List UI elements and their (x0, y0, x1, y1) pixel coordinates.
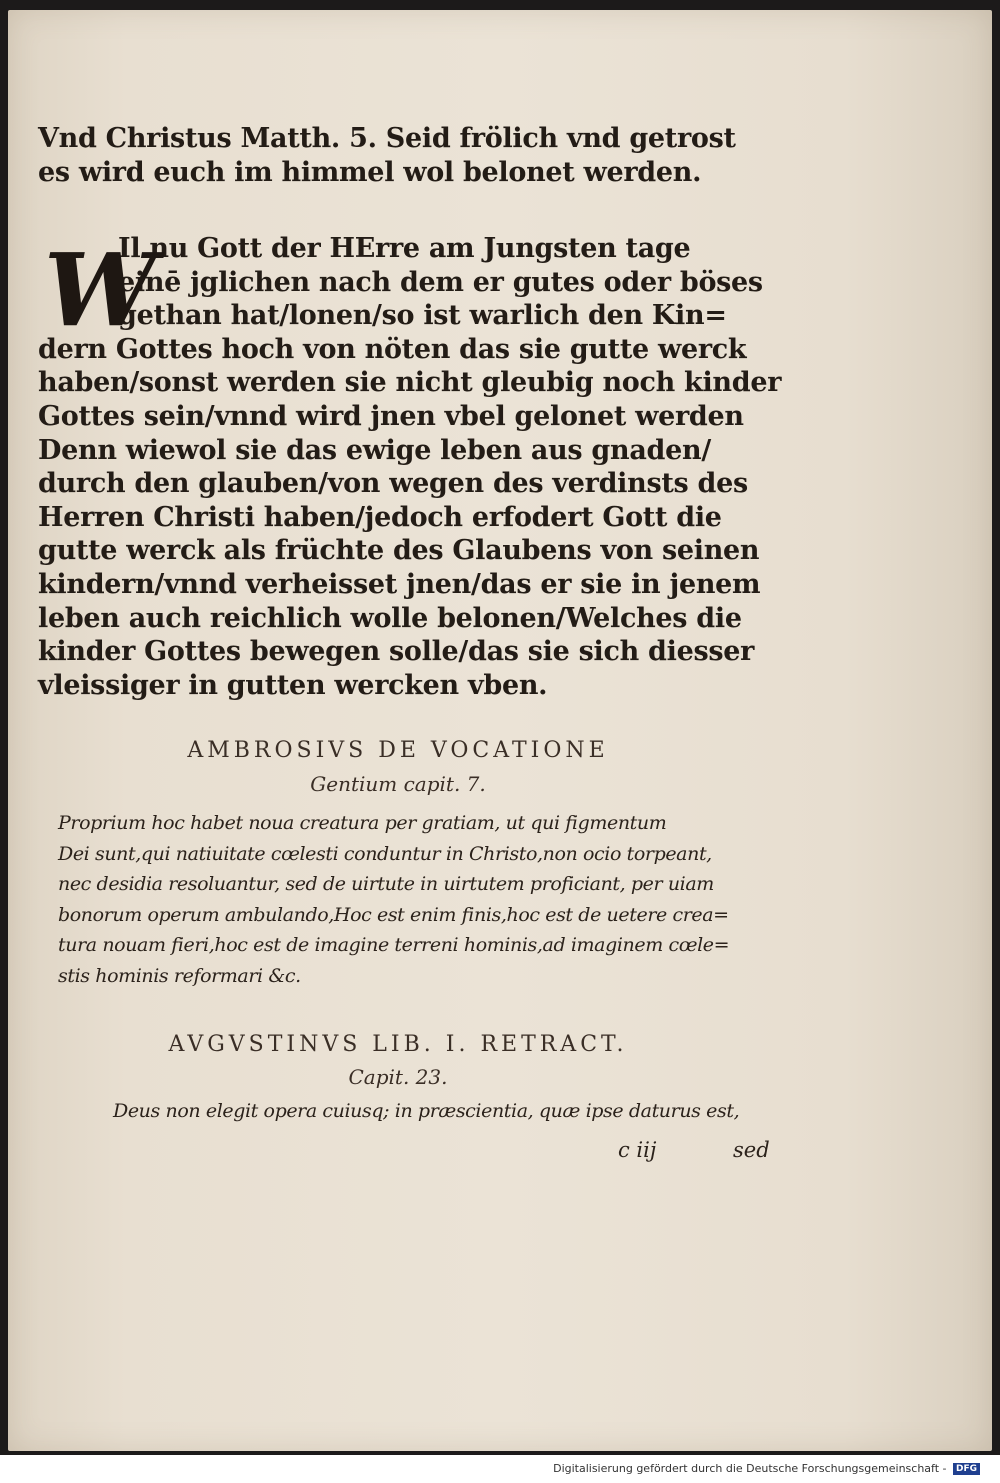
credit-text: Digitalisierung gefördert durch die Deutsche Forschungsgemeinschaft - (553, 1462, 947, 1475)
text-line: Vnd Christus Matth. 5. Seid frölich vnd getrost (38, 123, 736, 154)
quote-line: Deus non elegit opera cuiusq; in præscientia, quæ ipse daturus est, (113, 1100, 740, 1122)
ambrosius-heading: AMBROSIVS DE VOCATIONE (187, 738, 609, 763)
text-line: einē jglichen nach dem er gutes oder böses (118, 266, 763, 298)
quote-line: Dei sunt,qui natiuitate cœlesti conduntur in Christo,non ocio torpeant, (58, 842, 712, 865)
text-line: vleissiger in gutten wercken vben. (38, 669, 548, 701)
text-line: dern Gottes hoch von nöten das sie gutte werck (38, 333, 747, 365)
quote-line: nec desidia resoluantur, sed de uirtute in uirtutem proficiant, per uiam (58, 873, 714, 895)
text-line: Herren Christi haben/jedoch erfodert Gott die (38, 501, 722, 533)
text-line: es wird euch im himmel wol belonet werden. (38, 156, 702, 188)
text-line: gutte werck als früchte des Glaubens von seinen (38, 535, 760, 567)
dfg-logo: DFG (953, 1463, 980, 1475)
digitization-credit (553, 1462, 980, 1475)
catchword: sed (733, 1138, 770, 1162)
text-line: Gottes sein/vnnd wird jnen vbel gelonet werden (38, 400, 744, 432)
quote-line: Proprium hoc habet noua creatura per gratiam, ut qui figmentum (58, 812, 667, 834)
quote-line: bonorum operum ambulando,Hoc est enim finis,hoc est de uetere crea= (58, 903, 729, 926)
book-page (8, 10, 992, 1451)
augustinus-heading: AVGVSTINVS LIB. I. RETRACT. (168, 1032, 628, 1057)
text-line: durch den glauben/von wegen des verdinsts des (38, 468, 748, 500)
ambrosius-subheading: Gentium capit. 7. (310, 772, 486, 796)
intro-paragraph (38, 122, 766, 189)
text-line: gethan hat/lonen/so ist warlich den Kin= (118, 300, 727, 332)
ambrosius-quote (58, 808, 778, 991)
decorated-initial: W (44, 231, 157, 349)
quote-line: stis hominis reformari &c. (58, 964, 301, 987)
text-line: leben auch reichlich wolle belonen/Welches die (38, 602, 742, 634)
augustinus-quote (113, 1096, 833, 1127)
augustinus-subheading: Capit. 23. (348, 1065, 448, 1089)
quote-line: tura nouam fieri,hoc est de imagine terreni hominis,ad imaginem cœle= (58, 934, 730, 956)
text-line: kinder Gottes bewegen solle/das sie sich diesser (38, 636, 755, 668)
text-line: kindern/vnnd verheisset jnen/das er sie in jenem (38, 568, 761, 600)
text-line: haben/sonst werden sie nicht gleubig noch kinder (38, 367, 782, 399)
text-line: Denn wiewol sie das ewige leben aus gnaden/ (38, 434, 711, 466)
main-paragraph (38, 231, 782, 702)
text-line: Il nu Gott der HErre am Jungsten tage (118, 233, 691, 264)
signature-mark: c iij (618, 1138, 657, 1162)
